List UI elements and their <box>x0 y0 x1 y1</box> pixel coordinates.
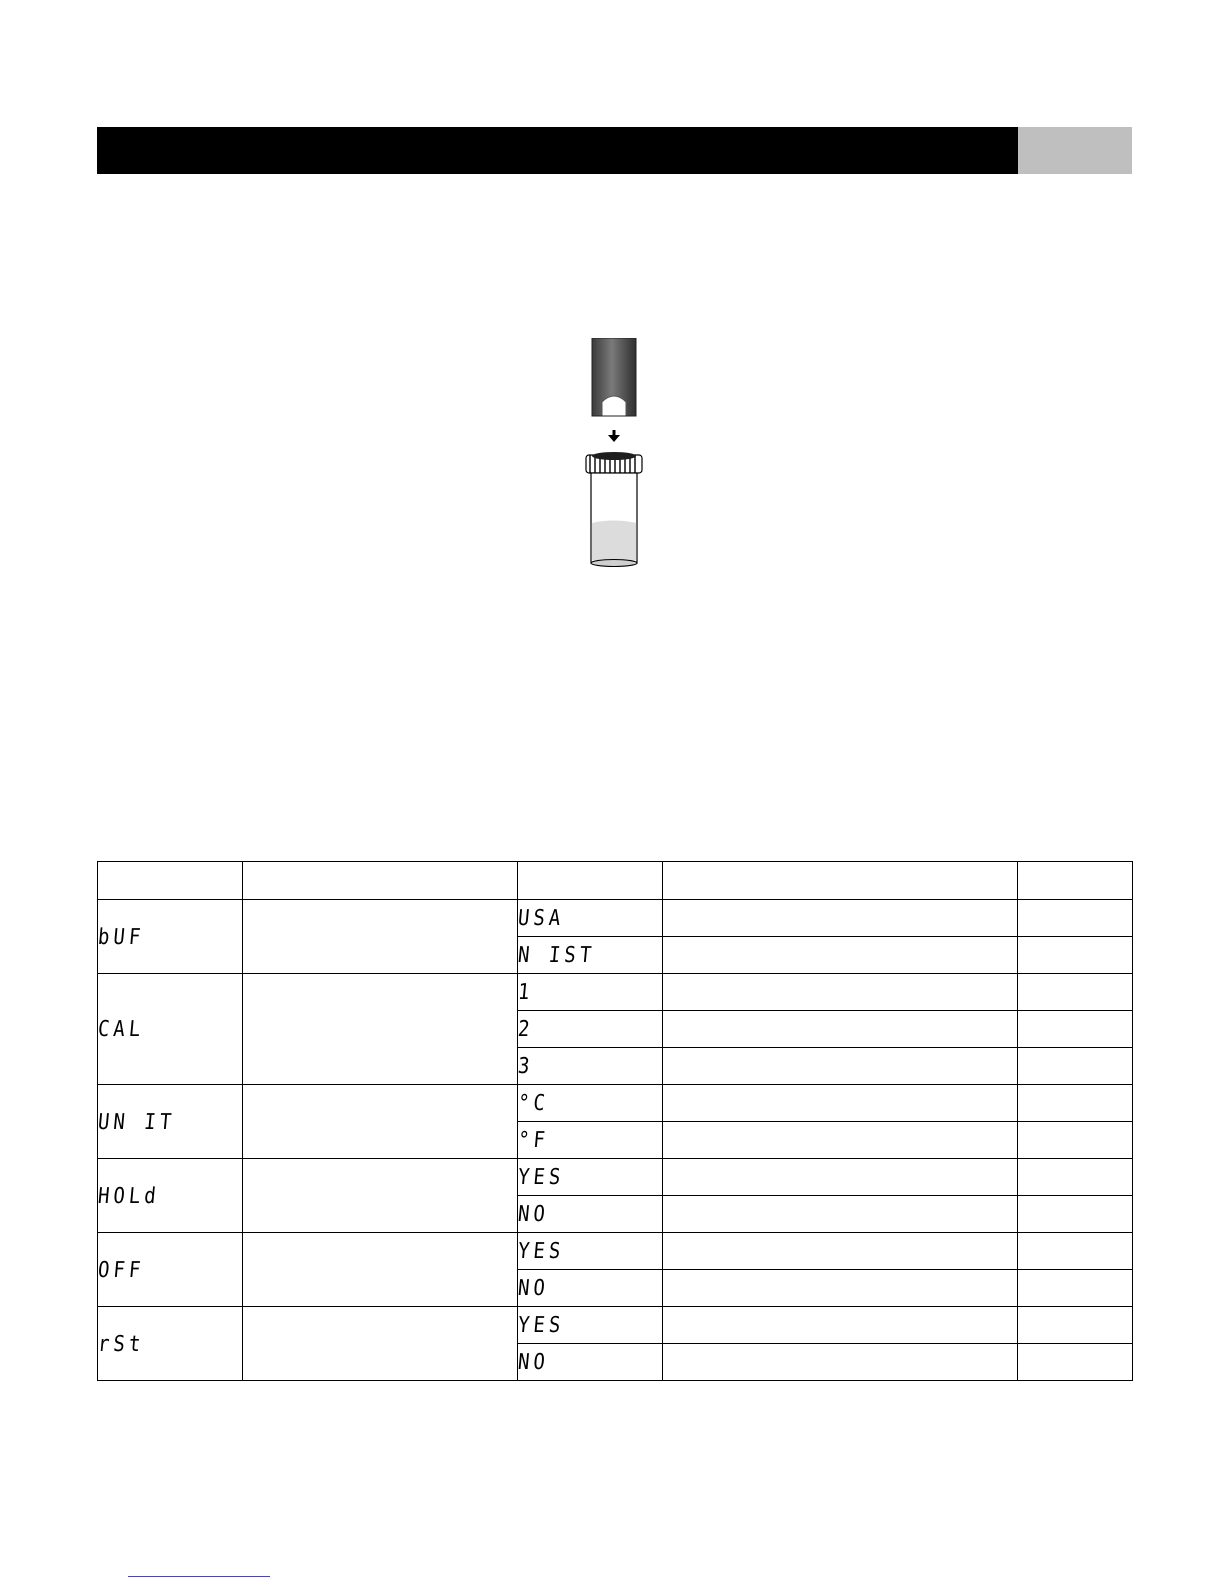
option-cell <box>518 1307 663 1344</box>
option-code: 1 <box>516 979 535 1005</box>
option-cell <box>518 1159 663 1196</box>
parameter-cell <box>98 974 243 1085</box>
table-row <box>98 1085 1133 1122</box>
default-cell <box>1018 974 1133 1011</box>
default-cell <box>1018 1270 1133 1307</box>
description-cell <box>243 900 518 974</box>
option-description-cell <box>663 974 1018 1011</box>
option-description-cell <box>663 1085 1018 1122</box>
parameter-code: bUF <box>96 923 146 950</box>
option-cell <box>518 937 663 974</box>
parameter-code: HOLd <box>96 1182 161 1209</box>
option-code: NO <box>516 1349 551 1375</box>
default-cell <box>1018 1122 1133 1159</box>
parameter-code: CAL <box>96 1016 146 1042</box>
table-row <box>98 1159 1133 1196</box>
electrode-probe-icon <box>592 338 636 416</box>
header-cell <box>518 862 663 900</box>
option-description-cell <box>663 1307 1018 1344</box>
option-code: YES <box>516 1164 566 1190</box>
parameter-code: OFF <box>96 1256 146 1283</box>
option-description-cell <box>663 1233 1018 1270</box>
parameter-cell <box>98 1307 243 1381</box>
settings-table <box>97 861 1133 1381</box>
option-description-cell <box>663 1122 1018 1159</box>
storage-bottle-icon <box>586 452 642 567</box>
option-code: 2 <box>516 1016 535 1042</box>
description-cell <box>243 1307 518 1381</box>
default-cell <box>1018 1307 1133 1344</box>
option-cell <box>518 1085 663 1122</box>
footer-link-underline[interactable] <box>128 1576 270 1577</box>
option-code: °C <box>516 1090 551 1116</box>
option-code: N IST <box>516 942 597 968</box>
table-row <box>98 1233 1133 1270</box>
option-description-cell <box>663 1011 1018 1048</box>
table-row <box>98 974 1133 1011</box>
option-description-cell <box>663 937 1018 974</box>
option-description-cell <box>663 1270 1018 1307</box>
option-cell <box>518 1344 663 1381</box>
option-code: 3 <box>516 1053 535 1079</box>
option-cell <box>518 1233 663 1270</box>
description-cell <box>243 1159 518 1233</box>
parameter-code: rSt <box>96 1330 146 1357</box>
header-cell <box>1018 862 1133 900</box>
option-cell <box>518 1122 663 1159</box>
default-cell <box>1018 937 1133 974</box>
default-cell <box>1018 1233 1133 1270</box>
description-cell <box>243 974 518 1085</box>
option-code: NO <box>516 1201 551 1227</box>
section-header-tab <box>1018 127 1132 174</box>
default-cell <box>1018 1196 1133 1233</box>
option-description-cell <box>663 1159 1018 1196</box>
option-description-cell <box>663 1048 1018 1085</box>
option-description-cell <box>663 900 1018 937</box>
option-description-cell <box>663 1344 1018 1381</box>
option-cell <box>518 900 663 937</box>
default-cell <box>1018 1048 1133 1085</box>
down-arrow-icon <box>608 430 620 442</box>
parameter-code: UN IT <box>96 1108 177 1135</box>
header-cell <box>98 862 243 900</box>
parameter-cell <box>98 1233 243 1307</box>
option-code: USA <box>516 905 566 931</box>
parameter-cell <box>98 1159 243 1233</box>
option-cell <box>518 1048 663 1085</box>
section-header-bar <box>97 127 1132 174</box>
default-cell <box>1018 1344 1133 1381</box>
default-cell <box>1018 900 1133 937</box>
default-cell <box>1018 1085 1133 1122</box>
electrode-storage-illustration <box>580 338 662 578</box>
parameter-cell <box>98 1085 243 1159</box>
option-code: NO <box>516 1275 551 1301</box>
option-cell <box>518 1270 663 1307</box>
option-code: YES <box>516 1312 566 1338</box>
table-row <box>98 1307 1133 1344</box>
option-code: YES <box>516 1238 566 1264</box>
option-cell <box>518 1196 663 1233</box>
option-code: °F <box>516 1127 551 1153</box>
default-cell <box>1018 1159 1133 1196</box>
default-cell <box>1018 1011 1133 1048</box>
option-cell <box>518 1011 663 1048</box>
option-cell <box>518 974 663 1011</box>
table-row <box>98 900 1133 937</box>
header-cell <box>663 862 1018 900</box>
table-header-row <box>98 862 1133 900</box>
option-description-cell <box>663 1196 1018 1233</box>
header-cell <box>243 862 518 900</box>
description-cell <box>243 1085 518 1159</box>
parameter-cell <box>98 900 243 974</box>
description-cell <box>243 1233 518 1307</box>
